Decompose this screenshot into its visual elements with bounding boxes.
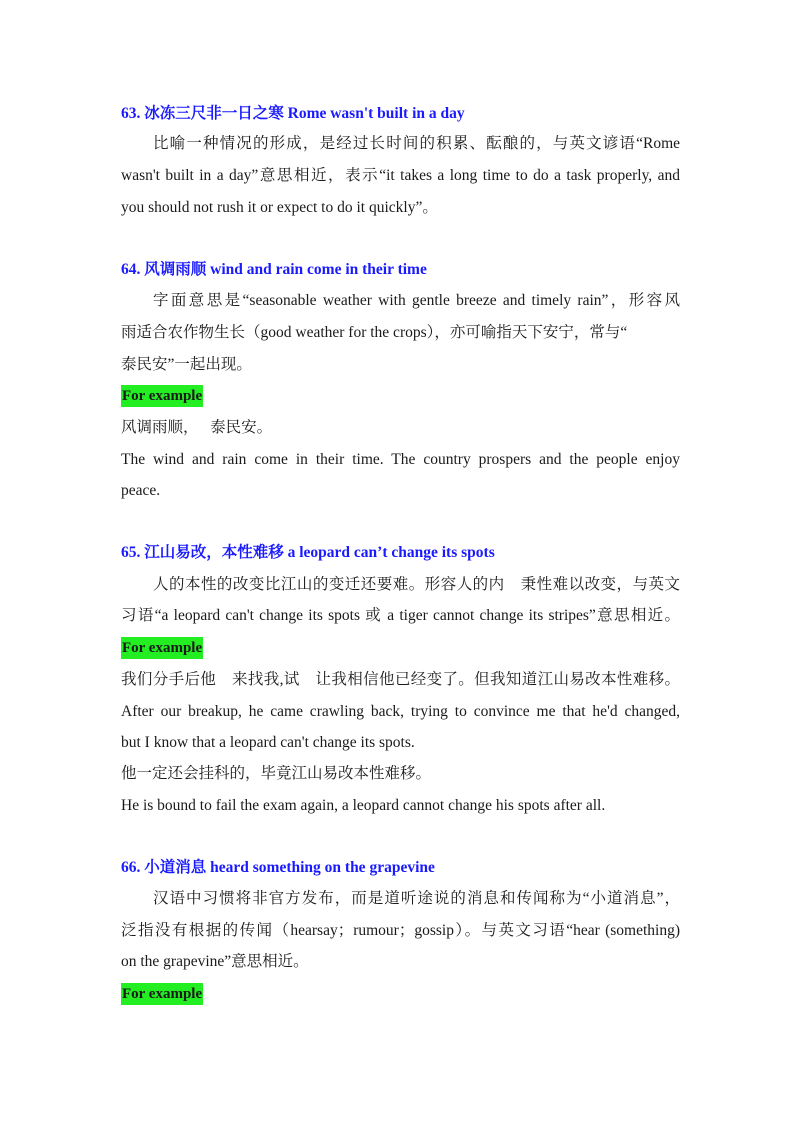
section-63-line-2: wasn't built in a day”意思相近，表示“it takes a long time to do a task properly, and (121, 167, 680, 184)
section-66-line-3: on the grapevine”意思相近。 (121, 953, 309, 970)
section-64-line-3: 泰民安”一起出现。 (121, 356, 252, 373)
section-66-heading: 66. 小道消息 heard something on the grapevine (121, 859, 435, 876)
for-example-label: For example (121, 983, 203, 1005)
section-66-line-2: 泛指没有根据的传闻（hearsay；rumour；gossip）。与英文习语“hear (something) (121, 922, 680, 939)
section-64-line-2: 雨适合农作物生长（good weather for the crops），亦可喻指天下安宁，常与“ (121, 324, 628, 341)
section-63-line-1: 比喻一种情况的形成，是经过长时间的积累、酝酿的，与英文谚语“Rome (153, 135, 680, 152)
section-65-line-2: 习语“a leopard can't change its spots 或 a tiger cannot change its stripes”意思相近。 (121, 607, 680, 624)
section-65-line-1: 人的本性的改变比江山的变迁还要难。形容人的内 秉性难以改变，与英文 (153, 576, 680, 593)
example-line: 我们分手后他 来找我,试 让我相信他已经变了。但我知道江山易改本性难移。 (121, 671, 680, 688)
for-example-label: For example (121, 637, 203, 659)
section-66-line-1: 汉语中习惯将非官方发布，而是道听途说的消息和传闻称为“小道消息”， (153, 890, 680, 907)
section-64-heading: 64. 风调雨顺 wind and rain come in their time (121, 261, 427, 278)
example-line: 他一定还会挂科的，毕竟江山易改本性难移。 (121, 765, 432, 782)
example-line: After our breakup, he came crawling back, trying to convince me that he'd changed, (121, 703, 680, 720)
for-example-label: For example (121, 385, 203, 407)
section-63-heading: 63. 冰冻三尺非一日之寒 Rome wasn't built in a day (121, 105, 465, 122)
example-line: The wind and rain come in their time. The country prospers and the people enjoy (121, 451, 680, 468)
section-64-line-1: 字面意思是“seasonable weather with gentle breeze and timely rain”，形容风 (153, 292, 680, 309)
section-65-heading: 65. 江山易改，本性难移 a leopard can’t change its spots (121, 544, 495, 561)
example-line: peace. (121, 482, 161, 499)
section-63-line-3: you should not rush it or expect to do it quickly”。 (121, 199, 438, 216)
example-line: but I know that a leopard can't change its spots. (121, 734, 415, 751)
example-line: He is bound to fail the exam again, a leopard cannot change his spots after all. (121, 797, 606, 814)
example-line: 风调雨顺， 泰民安。 (121, 419, 273, 436)
